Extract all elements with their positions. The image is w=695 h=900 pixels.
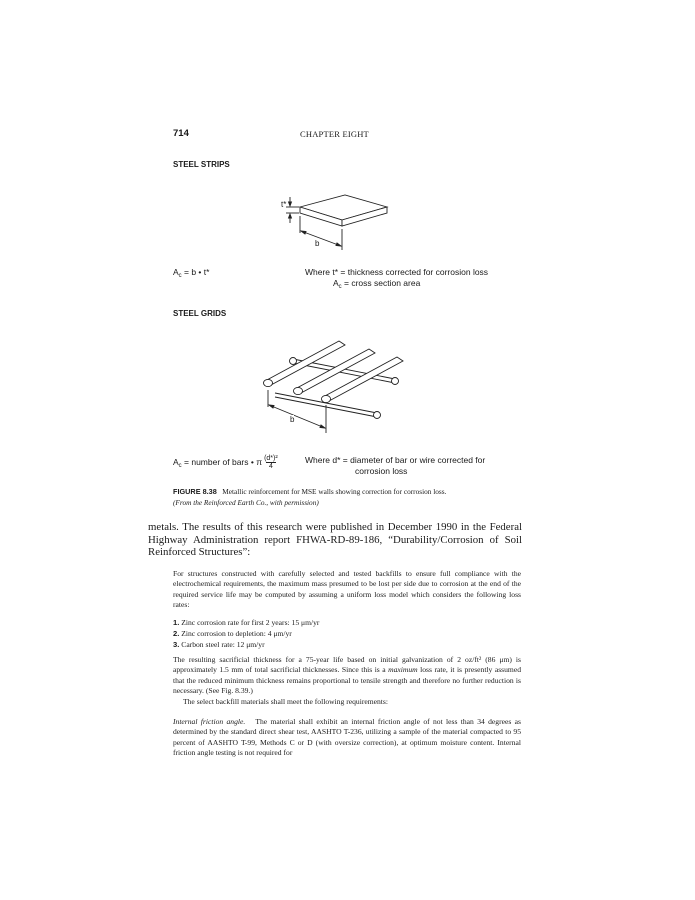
steel-grids-heading: STEEL GRIDS	[173, 309, 227, 318]
grid-where-line2: corrosion loss	[355, 466, 408, 476]
grid-formula: $A_c$ = number of bars • π $\frac{\text{(d*)²}}{4}$	[173, 455, 278, 470]
strip-where-line1: Where t* = thickness corrected for corrosion loss	[305, 267, 489, 277]
grid-width-label: b	[290, 415, 295, 424]
thickness-label: t*	[281, 200, 287, 209]
strip-formula: $A_c = b$ • t*	[173, 267, 210, 279]
list-item: 1. Zinc corrosion rate for first 2 years: 15 μm/yr	[173, 618, 320, 627]
backfill-requirements-paragraph: The select backfill materials shall meet the following requirements:	[183, 697, 388, 706]
page-number: 714	[173, 128, 189, 139]
steel-grid-drawing	[255, 335, 415, 435]
strip-where-line2: $A_c$ = cross section area	[333, 278, 421, 290]
loss-rate-list	[173, 617, 319, 650]
figure-label: FIGURE 8.38	[173, 487, 217, 496]
steel-strip-drawing	[270, 185, 400, 260]
list-item: 3. Carbon steel rate: 12 μm/yr	[173, 640, 265, 649]
list-item: 2. Zinc corrosion to depletion: 4 μm/yr	[173, 629, 292, 638]
figure-caption	[173, 487, 518, 508]
strip-width-label: b	[315, 239, 320, 248]
sacrificial-thickness-paragraph: The resulting sacrificial thickness for a 75-year life based on initial galvanization of 2 oz/ft² (86 μm) is approximately 1.5 mm of total sacrificial thicknesses. Since this is a maximum loss rate, it is presently assumed that the reduced minimum thickness remains proportional to tensile strength and therefore no further reduction is necessary. (See Fig. 8.39.)	[173, 655, 521, 696]
steel-strips-heading: STEEL STRIPS	[173, 160, 230, 169]
quote-intro: For structures constructed with carefully selected and tested backfills to ensure full compliance with the electrochemical requirements, the maximum mass presumed to be lost per side due to corrosion at the end of the required service life may be computed by assuming a uniform loss model which considers the following loss rates:	[173, 569, 521, 610]
grid-where-line1: Where d* = diameter of bar or wire corrected for	[305, 455, 486, 465]
caption-text: Metallic reinforcement for MSE walls showing correction for corrosion loss.	[222, 487, 447, 496]
caption-credit: (From the Reinforced Earth Co., with permission)	[173, 497, 319, 507]
internal-friction-paragraph: Internal friction angle. The material shall exhibit an internal friction angle of not less than 34 degrees as determined by the standard direct shear test, AASHTO T-236, utilizing a sample of the material compacted to 95 percent of AASHTO T-99, Methods C or D (with oversize correction), at optimum moisture content. Internal friction angle testing is not required for	[173, 717, 521, 758]
body-paragraph: metals. The results of this research were published in December 1990 in the Federal Highway Administration report FHWA-RD-89-186, “Durability/Corrosion of Soil Reinforced Structures”:	[148, 521, 522, 559]
running-head: CHAPTER EIGHT	[300, 129, 369, 139]
